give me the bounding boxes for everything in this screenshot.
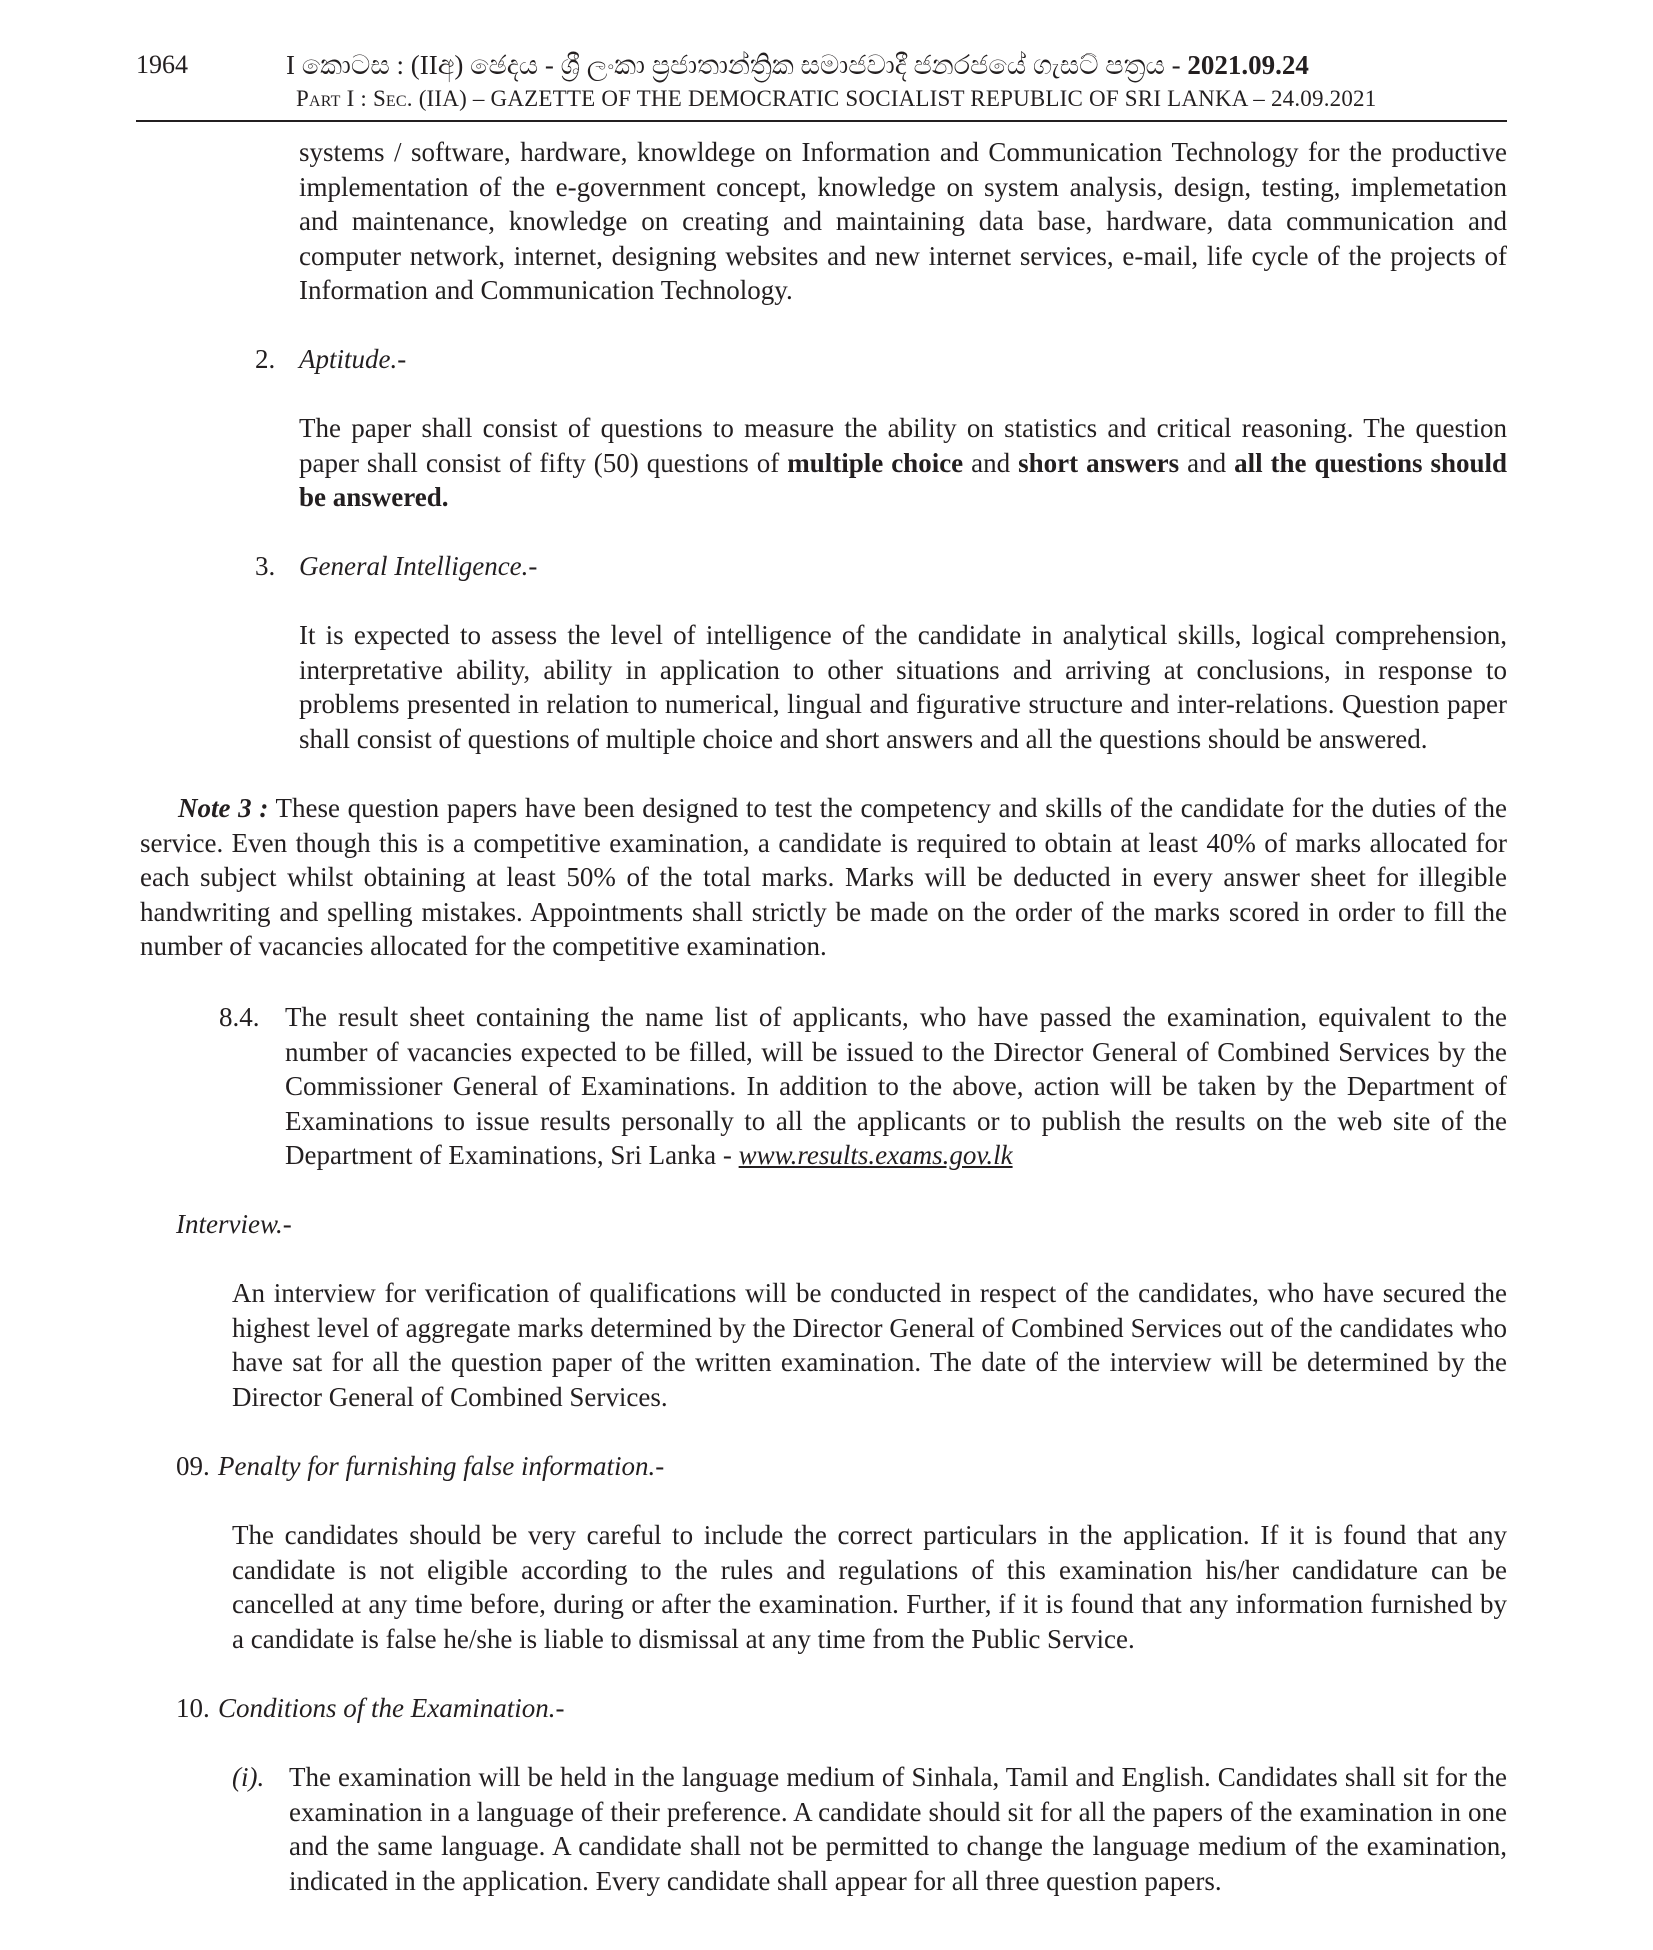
aptitude-text-1: The paper shall consist of questions to measure the ability on statistics and critical reasoning. The question paper shall consist of fifty (50) questions of: [299, 413, 1507, 478]
header-part: Part I :: [296, 86, 367, 111]
header-sec: Sec.: [372, 86, 413, 111]
general-intelligence-number: 3.: [255, 551, 276, 581]
results-website-link[interactable]: www.results.exams.gov.lk: [738, 1140, 1013, 1170]
section-8-4-text: The result sheet containing the name list of applicants, who have passed the examination, equivalent to the number of vacancies expected to be filled, will be issued to the Director General of Combined Services by the Commissioner General of Examinations. In addition to the above, action will be taken by the Department of Examinations to issue results personally to all the applicants or to publish the results on the web site of the Department of Examinations, Sri Lanka -: [285, 1002, 1507, 1170]
general-intelligence-paragraph: It is expected to assess the level of intelligence of the candidate in analytical skills, logical comprehension, interpretative ability, ability in application to other situations and arriving at conclusions, in response to problems presented in relation to numerical, lingual and figurative structure and inter-relations. Question paper shall consist of questions of multiple choice and short answers and all the questions should be answered.: [299, 620, 1507, 754]
section-10-sub-i-paragraph: The examination will be held in the language medium of Sinhala, Tamil and English. Candidates shall sit for the examination in a language of their preference. A candidate should sit for all the papers of the examination in one and the same language. A candidate shall not be permitted to change the language medium of the examination, indicated in the application. Every candidate shall appear for all three question papers.: [289, 1762, 1507, 1896]
interview-heading: Interview.-: [176, 1209, 292, 1239]
aptitude-number: 2.: [255, 344, 276, 374]
section-8-4-number: 8.4.: [219, 1002, 260, 1032]
aptitude-bold-3: all the questions should be answered.: [299, 447, 1508, 512]
continuation-paragraph: systems / software, hardware, knowldege on Information and Communication Technology for the productive implementation of the e-government concept, knowledge on system analysis, design, testing, implemetation and maintenance, knowledge on creating and maintaining data base, hardware, data communication and computer network, internet, designing websites and new internet services, e-mail, life cycle of the projects of Information and Communication Technology.: [299, 137, 1507, 305]
header-divider: [136, 120, 1507, 122]
section-09-heading: Penalty for furnishing false information.-: [218, 1451, 665, 1481]
section-10-number: 10.: [176, 1693, 210, 1723]
header-sinhala: [286, 50, 1352, 82]
aptitude-paragraph: [299, 411, 1507, 515]
interview-paragraph: An interview for verification of qualifications will be conducted in respect of the candidates, who have secured the highest level of aggregate marks determined by the Director General of Combined Services out of the candidates who have sat for all the question paper of the written examination. The date of the interview will be determined by the Director General of Combined Services.: [232, 1278, 1507, 1412]
aptitude-heading: Aptitude.-: [299, 344, 407, 374]
section-10-sub-i-number: (i).: [232, 1762, 265, 1792]
aptitude-bold-1: multiple choice: [787, 447, 964, 478]
page-number: 1964: [136, 50, 188, 79]
section-10-heading: Conditions of the Examination.-: [218, 1693, 565, 1723]
note3-label: Note 3 :: [178, 793, 269, 823]
general-intelligence-heading: General Intelligence.-: [299, 551, 538, 581]
header-sinhala-date: 2021.09.24: [1187, 50, 1309, 80]
header-english: [296, 86, 1376, 112]
header-title: (IIA) – GAZETTE OF THE DEMOCRATIC SOCIALIST REPUBLIC OF SRI LANKA – 24.09.2021: [418, 86, 1377, 111]
note3-paragraph: [140, 791, 1507, 964]
aptitude-bold-2: short answers: [1018, 447, 1180, 478]
header-sinhala-title: I කොටස : (IIඅ) ඡෙදය - ශ්‍රී ලංකා ප්‍රජාතාන්ත්‍රික සමාජවාදී ජනරජයේ ගැසට් පත්‍රය -: [286, 50, 1181, 80]
section-8-4-paragraph: [285, 1000, 1507, 1173]
note3-text: These question papers have been designed to test the competency and skills of the candidate for the duties of the service. Even though this is a competitive examination, a candidate is required to obtain at least 40% of marks allocated for each subject whilst obtaining at least 50% of the total marks. Marks will be deducted in every answer sheet for illegible handwriting and spelling mistakes. Appointments shall strictly be made on the order of the marks scored in order to fill the number of vacancies allocated for the competitive examination.: [140, 793, 1507, 961]
section-09-number: 09.: [176, 1451, 210, 1481]
aptitude-text-3: and: [1187, 447, 1227, 478]
aptitude-text-2: and: [971, 447, 1011, 478]
section-09-paragraph: The candidates should be very careful to include the correct particulars in the application. If it is found that any candidate is not eligible according to the rules and regulations of this examination his/her candidature can be cancelled at any time before, during or after the examination. Further, if it is found that any information furnished by a candidate is false he/she is liable to dismissal at any time from the Public Service.: [232, 1520, 1507, 1654]
